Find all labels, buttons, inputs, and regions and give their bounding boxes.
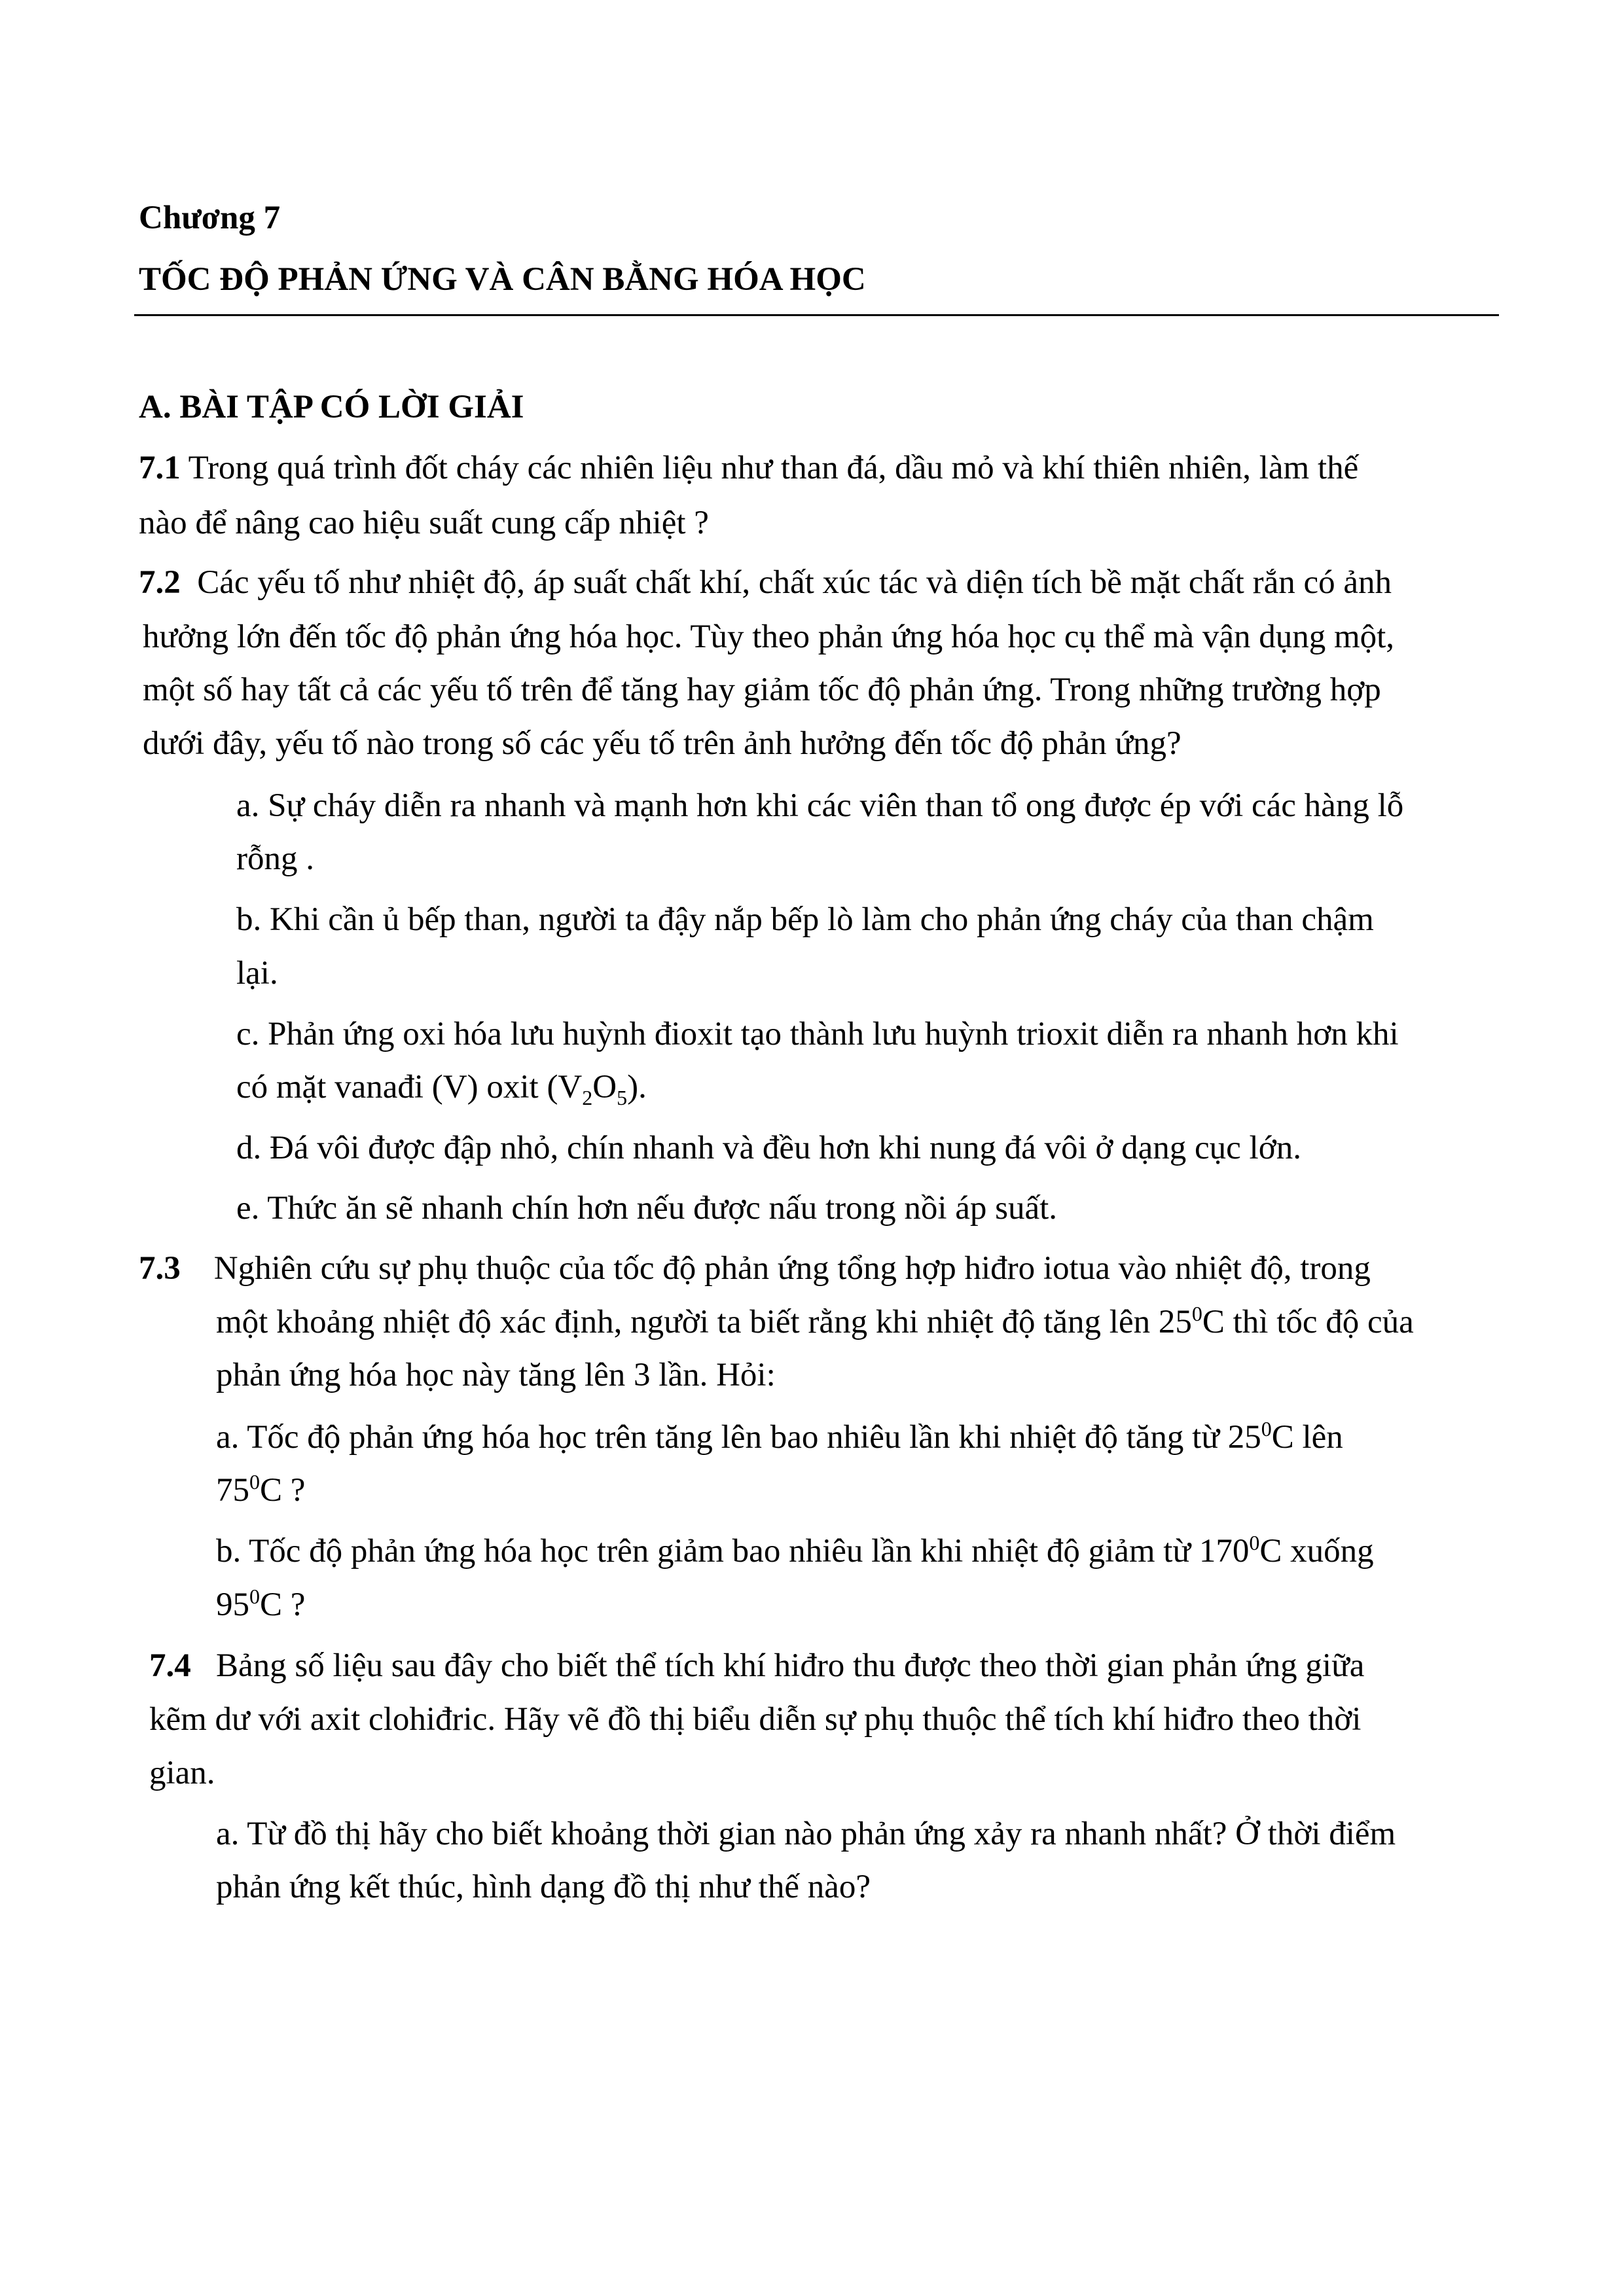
question-text: Các yếu tố như nhiệt độ, áp suất chất khí, chất xúc tác và diện tích bề mặt chất rắn có ảnh	[197, 564, 1392, 601]
question-7-2-item-b-line-1: b. Khi cần ủ bếp than, người ta đậy nắp bếp lò làm cho phản ứng cháy của than chậm	[236, 901, 1374, 938]
question-7-2-item-c-line-1: c. Phản ứng oxi hóa lưu huỳnh đioxit tạo thành lưu huỳnh trioxit diễn ra nhanh hơn khi	[236, 1016, 1399, 1052]
superscript: 0	[1261, 1417, 1272, 1441]
question-7-3-line-2: một khoảng nhiệt độ xác định, người ta biết rằng khi nhiệt độ tăng lên $25^0C$ thì tốc độ của	[216, 1302, 1414, 1340]
subscript: 5	[617, 1086, 628, 1110]
subscript: 2	[582, 1086, 593, 1110]
question-7-2-line-4: dưới đây, yếu tố nào trong số các yếu tố trên ảnh hưởng đến tốc độ phản ứng?	[143, 725, 1182, 762]
question-7-3-line-1	[139, 1249, 1371, 1288]
question-7-2-item-a-line-2: rỗng .	[236, 840, 314, 877]
question-text: Trong quá trình đốt cháy các nhiên liệu như than đá, dầu mỏ và khí thiên nhiên, làm thế	[188, 450, 1359, 486]
question-number: 7.4	[149, 1647, 191, 1684]
formula-text: ).	[627, 1069, 647, 1105]
question-number: 7.3	[139, 1250, 181, 1287]
formula-text: O	[592, 1069, 617, 1105]
superscript: 0	[249, 1470, 260, 1494]
question-7-3-item-a-line-2: $75^0C$ ?	[216, 1470, 306, 1509]
question-7-1-line-2: nào để nâng cao hiệu suất cung cấp nhiệt ?	[139, 505, 709, 541]
question-7-2-item-b-line-2: lại.	[236, 955, 278, 992]
chapter-title: TỐC ĐỘ PHẢN ỨNG VÀ CÂN BẰNG HÓA HỌC	[139, 261, 866, 298]
question-7-1-line-1	[139, 448, 1491, 488]
question-7-4-line-3: gian.	[149, 1755, 215, 1791]
question-7-2-item-c-line-2	[236, 1067, 647, 1110]
chapter-label: Chương 7	[139, 200, 281, 236]
question-7-4-line-2: kẽm dư với axit clohiđric. Hãy vẽ đồ thị biểu diễn sự phụ thuộc thể tích khí hiđro theo thời	[149, 1701, 1362, 1738]
question-text: Nghiên cứu sự phụ thuộc của tốc độ phản ứng tổng hợp hiđro iotua vào nhiệt độ, trong	[213, 1250, 1371, 1287]
question-text: Bảng số liệu sau đây cho biết thể tích khí hiđro thu được theo thời gian phản ứng giữa	[216, 1647, 1365, 1684]
question-7-3-item-b-line-1: b. Tốc độ phản ứng hóa học trên giảm bao nhiêu lần khi nhiệt độ giảm từ $170^0C$ xuống	[216, 1531, 1374, 1570]
superscript: 0	[249, 1585, 260, 1608]
question-7-2-item-a-line-1: a. Sự cháy diễn ra nhanh và mạnh hơn khi các viên than tổ ong được ép với các hàng lỗ	[236, 787, 1404, 824]
question-7-2-item-d: d. Đá vôi được đập nhỏ, chín nhanh và đều hơn khi nung đá vôi ở dạng cục lớn.	[236, 1130, 1301, 1166]
header-divider	[134, 314, 1499, 316]
question-7-4-line-1	[149, 1646, 1364, 1685]
question-7-3-line-3: phản ứng hóa học này tăng lên 3 lần. Hỏi:	[216, 1357, 776, 1393]
question-7-2-line-2: hưởng lớn đến tốc độ phản ứng hóa học. Tùy theo phản ứng hóa học cụ thể mà vận dụng một,	[143, 619, 1395, 655]
question-7-3-item-a-line-1: a. Tốc độ phản ứng hóa học trên tăng lên bao nhiêu lần khi nhiệt độ tăng từ $25^0C$ lên	[216, 1417, 1343, 1456]
superscript: 0	[1249, 1531, 1260, 1554]
question-7-2-item-e: e. Thức ăn sẽ nhanh chín hơn nếu được nấu trong nồi áp suất.	[236, 1190, 1058, 1227]
question-7-2-line-1	[139, 563, 1392, 602]
formula-text: có mặt vanađi (V) oxit (V	[236, 1069, 583, 1105]
question-7-4-item-a-line-1: a. Từ đồ thị hãy cho biết khoảng thời gian nào phản ứng xảy ra nhanh nhất? Ở thời điểm	[216, 1816, 1396, 1852]
superscript: 0	[1191, 1302, 1202, 1325]
question-7-3-item-b-line-2: $95^0C$ ?	[216, 1585, 306, 1623]
question-number: 7.2	[139, 564, 181, 601]
section-title: A. BÀI TẬP CÓ LỜI GIẢI	[139, 389, 524, 425]
question-7-4-item-a-line-2: phản ứng kết thúc, hình dạng đồ thị như thế nào?	[216, 1869, 871, 1905]
question-7-2-line-3: một số hay tất cả các yếu tố trên để tăng hay giảm tốc độ phản ứng. Trong những trường hợp	[143, 672, 1381, 708]
question-number: 7.1	[139, 450, 181, 486]
